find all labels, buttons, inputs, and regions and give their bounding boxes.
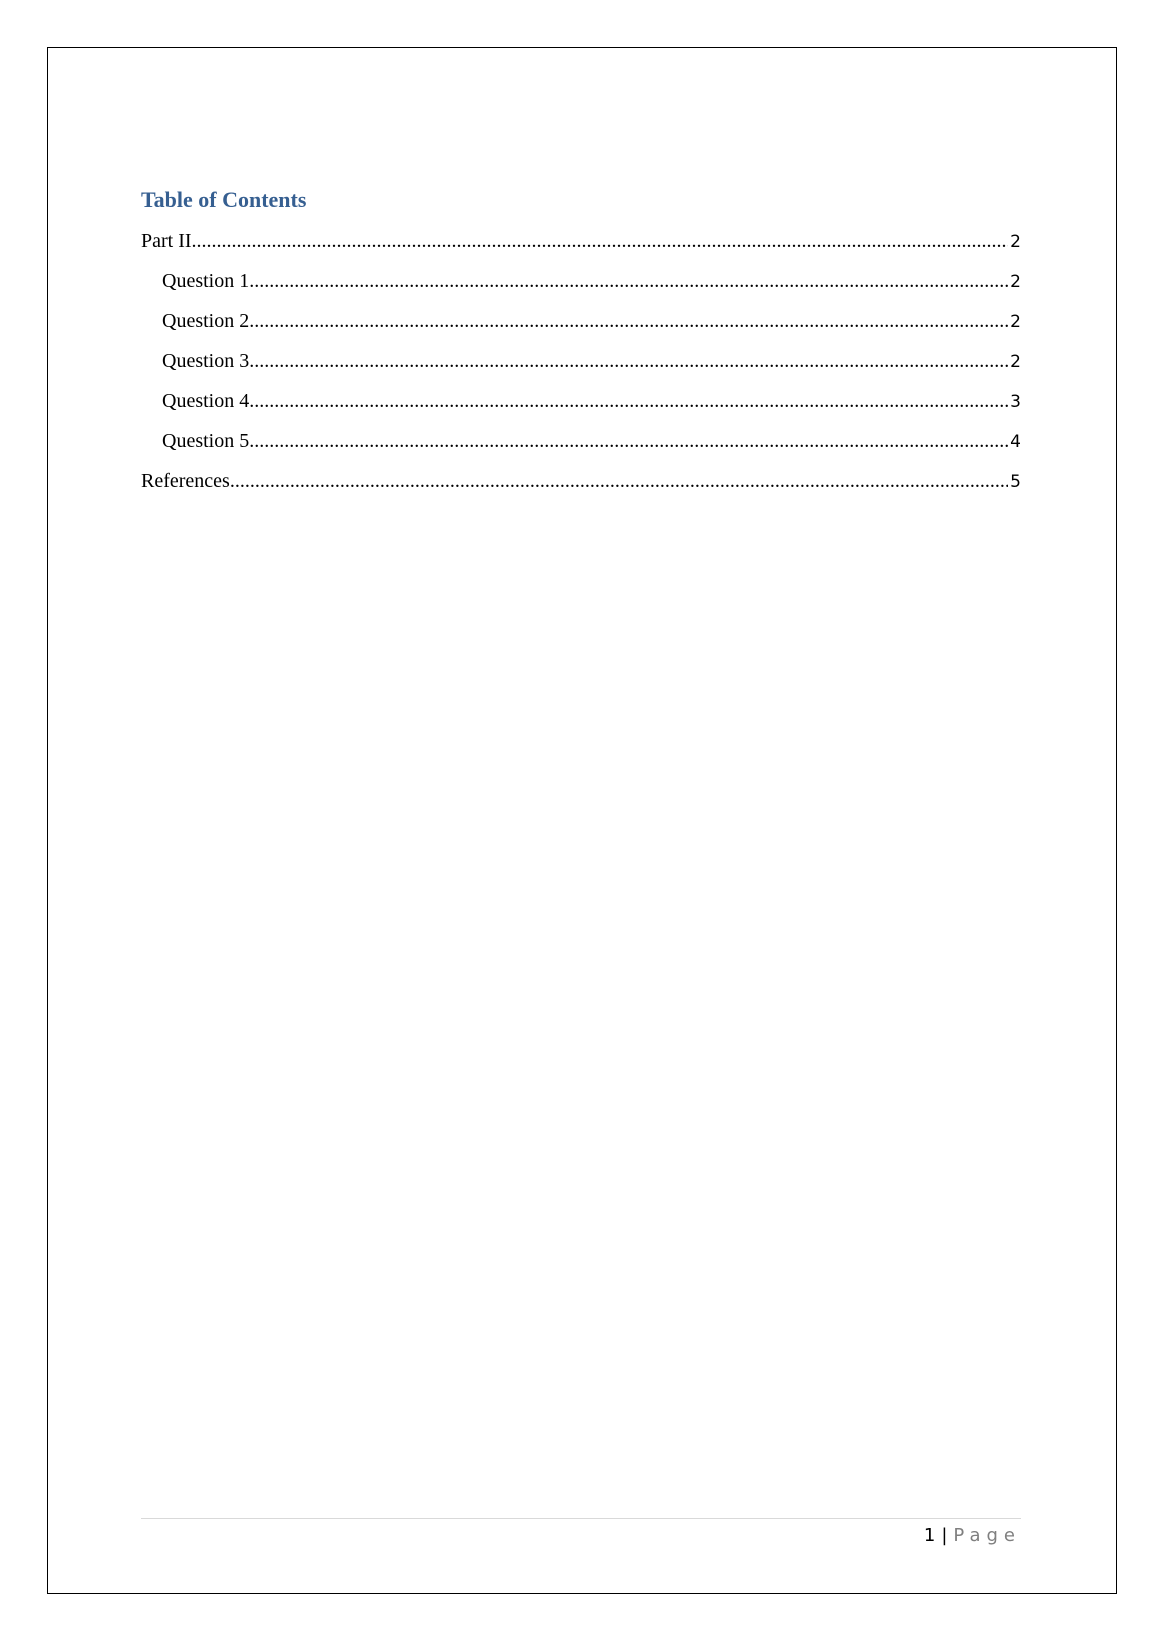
toc-dot-leader [249, 345, 1008, 377]
toc-entry-page: 2 [1010, 312, 1021, 332]
table-of-contents [141, 225, 1021, 505]
toc-dot-leader [249, 305, 1008, 337]
toc-entry-label: Question 5 [162, 430, 250, 452]
toc-entry-question-2[interactable] [141, 305, 1021, 345]
page-word: Page [953, 1525, 1021, 1546]
toc-entry-label: References [141, 470, 230, 492]
toc-entry-references[interactable] [141, 465, 1021, 505]
toc-dot-leader [230, 465, 1008, 497]
toc-dot-leader [249, 385, 1008, 417]
footer-separator: | [941, 1525, 948, 1546]
toc-entry-question-4[interactable] [141, 385, 1021, 425]
toc-entry-question-1[interactable] [141, 265, 1021, 305]
toc-entry-page: 4 [1010, 432, 1021, 452]
toc-entry-label: Question 2 [162, 310, 250, 332]
toc-dot-leader [249, 265, 1008, 297]
toc-entry-page: 5 [1010, 472, 1021, 492]
toc-entry-label: Question 3 [162, 350, 250, 372]
toc-entry-label: Question 1 [162, 270, 250, 292]
page-number: 1 [923, 1525, 936, 1546]
footer-divider [141, 1518, 1021, 1519]
toc-entry-page: 2 [1010, 232, 1021, 252]
toc-entry-page: 2 [1010, 352, 1021, 372]
toc-dot-leader [249, 425, 1008, 457]
toc-entry-question-5[interactable] [141, 425, 1021, 465]
toc-entry-part-ii[interactable] [141, 225, 1021, 265]
toc-entry-label: Question 4 [162, 390, 250, 412]
toc-dot-leader [192, 225, 1009, 257]
page-footer [924, 1522, 1021, 1550]
toc-entry-page: 2 [1010, 272, 1021, 292]
toc-entry-page: 3 [1010, 392, 1021, 412]
toc-entry-question-3[interactable] [141, 345, 1021, 385]
toc-heading: Table of Contents [141, 187, 307, 212]
toc-entry-label: Part II [141, 230, 192, 252]
